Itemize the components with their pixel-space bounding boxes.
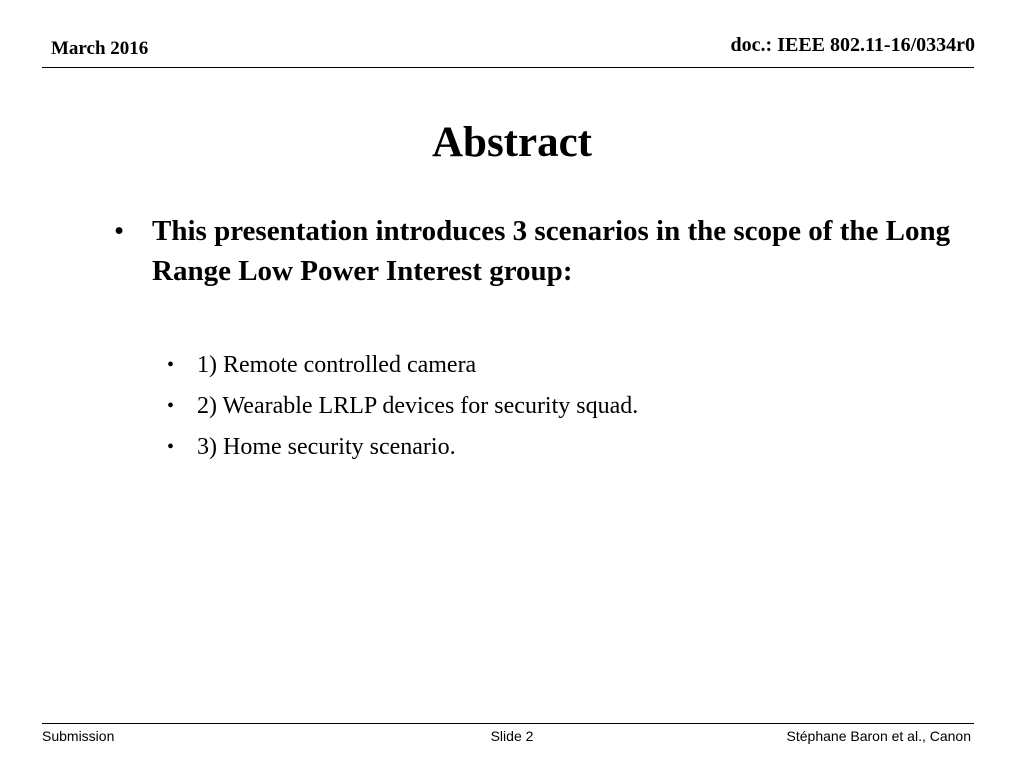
- sub-bullet-text: 2) Wearable LRLP devices for security squad.: [197, 393, 639, 419]
- bullet-marker: •: [114, 215, 125, 247]
- footer-slide-number: Slide 2: [490, 728, 534, 744]
- sub-bullet-item: [167, 345, 947, 386]
- footer-submission: Submission: [42, 728, 115, 744]
- sub-bullet-item: [167, 427, 947, 468]
- footer-divider: [42, 723, 974, 724]
- sub-bullet-list: [167, 345, 947, 468]
- header-divider: [42, 67, 974, 68]
- bullet-marker: •: [167, 354, 175, 376]
- bullet-marker: •: [167, 395, 175, 417]
- header-doc-id: doc.: IEEE 802.11-16/0334r0: [730, 34, 975, 56]
- main-bullet: [114, 211, 964, 291]
- sub-bullet-text: 1) Remote controlled camera: [197, 352, 477, 378]
- header-date: March 2016: [51, 38, 149, 59]
- sub-bullet-text: 3) Home security scenario.: [197, 434, 456, 460]
- slide-title: Abstract: [431, 119, 592, 166]
- main-bullet-text: This presentation introduces 3 scenarios in the scope of the Long Range Low Power Interest group:: [152, 215, 951, 287]
- footer-author: Stéphane Baron et al., Canon: [786, 728, 971, 744]
- sub-bullet-item: [167, 386, 947, 427]
- bullet-marker: •: [167, 436, 175, 458]
